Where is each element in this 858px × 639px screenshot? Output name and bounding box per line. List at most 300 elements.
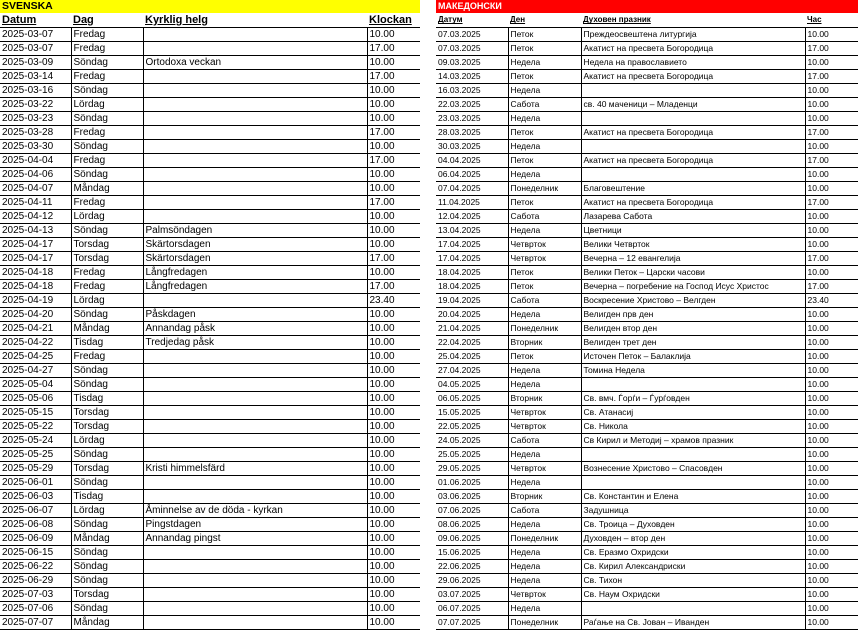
cell-time[interactable]: 10.00 (367, 111, 420, 125)
cell-day[interactable]: Недела (508, 573, 581, 587)
cell-time[interactable]: 10.00 (367, 433, 420, 447)
cell-time[interactable]: 10.00 (805, 503, 858, 517)
cell-day[interactable]: Петок (508, 41, 581, 55)
cell-day[interactable]: Понеделник (508, 321, 581, 335)
cell-date[interactable]: 2025-04-04 (0, 153, 71, 167)
cell-day[interactable]: Torsdag (71, 587, 143, 601)
cell-day[interactable]: Недела (508, 545, 581, 559)
cell-time[interactable]: 10.00 (367, 307, 420, 321)
cell-date[interactable]: 22.04.2025 (436, 335, 508, 349)
cell-time[interactable]: 10.00 (805, 545, 858, 559)
cell-time[interactable]: 10.00 (805, 573, 858, 587)
cell-date[interactable]: 14.03.2025 (436, 69, 508, 83)
cell-time[interactable]: 10.00 (805, 447, 858, 461)
cell-day[interactable]: Петок (508, 125, 581, 139)
cell-holiday[interactable] (143, 209, 367, 223)
cell-holiday[interactable]: Långfredagen (143, 279, 367, 293)
cell-holiday[interactable]: Акатист на пресвета Богородица (581, 153, 805, 167)
cell-holiday[interactable]: Вечерна – погребение на Господ Исус Христос (581, 279, 805, 293)
cell-time[interactable]: 10.00 (367, 167, 420, 181)
cell-date[interactable]: 06.05.2025 (436, 391, 508, 405)
cell-date[interactable]: 23.03.2025 (436, 111, 508, 125)
cell-holiday[interactable] (143, 41, 367, 55)
cell-holiday[interactable]: Св Кирил и Методиј – храмов празник (581, 433, 805, 447)
cell-time[interactable]: 10.00 (805, 615, 858, 629)
cell-date[interactable]: 2025-03-09 (0, 55, 71, 69)
cell-date[interactable]: 22.05.2025 (436, 419, 508, 433)
cell-holiday[interactable]: Св. Троица – Духовден (581, 517, 805, 531)
cell-date[interactable]: 07.03.2025 (436, 27, 508, 41)
cell-day[interactable]: Tisdag (71, 489, 143, 503)
cell-date[interactable]: 01.06.2025 (436, 475, 508, 489)
cell-day[interactable]: Недела (508, 139, 581, 153)
cell-date[interactable]: 2025-04-25 (0, 349, 71, 363)
cell-holiday[interactable]: Недела на православието (581, 55, 805, 69)
cell-holiday[interactable]: Акатист на пресвета Богородица (581, 125, 805, 139)
cell-holiday[interactable]: Велигден прв ден (581, 307, 805, 321)
cell-date[interactable]: 15.05.2025 (436, 405, 508, 419)
cell-date[interactable]: 17.04.2025 (436, 251, 508, 265)
cell-holiday[interactable]: Pingstdagen (143, 517, 367, 531)
cell-day[interactable]: Torsdag (71, 419, 143, 433)
cell-day[interactable]: Tisdag (71, 391, 143, 405)
cell-holiday[interactable] (143, 601, 367, 615)
cell-holiday[interactable] (581, 111, 805, 125)
cell-time[interactable]: 10.00 (805, 83, 858, 97)
cell-holiday[interactable]: Преждеосвештена литургија (581, 27, 805, 41)
cell-date[interactable]: 18.04.2025 (436, 279, 508, 293)
cell-time[interactable]: 10.00 (805, 349, 858, 363)
cell-holiday[interactable] (143, 475, 367, 489)
cell-date[interactable]: 15.06.2025 (436, 545, 508, 559)
cell-holiday[interactable]: Вечерна – 12 евангелија (581, 251, 805, 265)
cell-holiday[interactable] (581, 601, 805, 615)
cell-date[interactable]: 25.04.2025 (436, 349, 508, 363)
cell-day[interactable]: Fredag (71, 27, 143, 41)
cell-day[interactable]: Torsdag (71, 237, 143, 251)
cell-date[interactable]: 09.06.2025 (436, 531, 508, 545)
cell-time[interactable]: 10.00 (367, 545, 420, 559)
cell-date[interactable]: 2025-06-29 (0, 573, 71, 587)
cell-time[interactable]: 10.00 (367, 349, 420, 363)
cell-date[interactable]: 2025-03-30 (0, 139, 71, 153)
cell-holiday[interactable] (143, 489, 367, 503)
cell-holiday[interactable] (143, 153, 367, 167)
cell-day[interactable]: Петок (508, 27, 581, 41)
cell-day[interactable]: Söndag (71, 111, 143, 125)
cell-date[interactable]: 18.04.2025 (436, 265, 508, 279)
cell-time[interactable]: 10.00 (805, 209, 858, 223)
cell-time[interactable]: 10.00 (367, 97, 420, 111)
cell-date[interactable]: 2025-05-24 (0, 433, 71, 447)
cell-holiday[interactable]: Св. Наум Охридски (581, 587, 805, 601)
cell-holiday[interactable]: Цветници (581, 223, 805, 237)
cell-time[interactable]: 17.00 (805, 125, 858, 139)
cell-date[interactable]: 2025-05-22 (0, 419, 71, 433)
cell-time[interactable]: 17.00 (367, 195, 420, 209)
cell-date[interactable]: 2025-03-28 (0, 125, 71, 139)
cell-date[interactable]: 2025-04-19 (0, 293, 71, 307)
cell-date[interactable]: 27.04.2025 (436, 363, 508, 377)
cell-time[interactable]: 10.00 (367, 559, 420, 573)
cell-holiday[interactable]: Велики Четврток (581, 237, 805, 251)
cell-day[interactable]: Söndag (71, 83, 143, 97)
cell-time[interactable]: 10.00 (367, 475, 420, 489)
cell-time[interactable]: 17.00 (805, 69, 858, 83)
cell-time[interactable]: 10.00 (805, 559, 858, 573)
cell-date[interactable]: 2025-04-22 (0, 335, 71, 349)
cell-date[interactable]: 2025-03-07 (0, 27, 71, 41)
cell-day[interactable]: Понеделник (508, 615, 581, 629)
cell-holiday[interactable]: Акатист на пресвета Богородица (581, 69, 805, 83)
cell-time[interactable]: 10.00 (805, 181, 858, 195)
cell-holiday[interactable] (143, 363, 367, 377)
cell-date[interactable]: 07.07.2025 (436, 615, 508, 629)
cell-day[interactable]: Недела (508, 377, 581, 391)
cell-time[interactable]: 10.00 (367, 391, 420, 405)
cell-day[interactable]: Сабота (508, 97, 581, 111)
cell-day[interactable]: Понеделник (508, 531, 581, 545)
cell-holiday[interactable] (143, 447, 367, 461)
cell-date[interactable]: 2025-05-04 (0, 377, 71, 391)
cell-day[interactable]: Четврток (508, 587, 581, 601)
cell-day[interactable]: Söndag (71, 545, 143, 559)
cell-holiday[interactable]: Источен Петок – Балаклија (581, 349, 805, 363)
cell-holiday[interactable]: Раѓање на Св. Јован – Иванден (581, 615, 805, 629)
cell-date[interactable]: 07.03.2025 (436, 41, 508, 55)
cell-time[interactable]: 10.00 (805, 139, 858, 153)
cell-time[interactable]: 10.00 (367, 531, 420, 545)
cell-day[interactable]: Torsdag (71, 251, 143, 265)
cell-time[interactable]: 10.00 (805, 475, 858, 489)
cell-time[interactable]: 17.00 (367, 251, 420, 265)
cell-time[interactable]: 10.00 (805, 265, 858, 279)
cell-time[interactable]: 17.00 (805, 195, 858, 209)
cell-day[interactable]: Måndag (71, 321, 143, 335)
cell-day[interactable]: Петок (508, 153, 581, 167)
cell-time[interactable]: 17.00 (367, 69, 420, 83)
cell-date[interactable]: 30.03.2025 (436, 139, 508, 153)
cell-date[interactable]: 2025-04-06 (0, 167, 71, 181)
cell-day[interactable]: Петок (508, 279, 581, 293)
cell-holiday[interactable]: Благовештение (581, 181, 805, 195)
cell-day[interactable]: Вторник (508, 391, 581, 405)
cell-holiday[interactable] (143, 587, 367, 601)
cell-holiday[interactable] (143, 181, 367, 195)
column-header-holiday[interactable]: Kyrklig helg (143, 13, 367, 27)
cell-day[interactable]: Söndag (71, 223, 143, 237)
cell-date[interactable]: 2025-06-08 (0, 517, 71, 531)
cell-date[interactable]: 29.05.2025 (436, 461, 508, 475)
cell-day[interactable]: Недела (508, 447, 581, 461)
cell-holiday[interactable]: Велигден трет ден (581, 335, 805, 349)
cell-day[interactable]: Måndag (71, 531, 143, 545)
cell-day[interactable]: Сабота (508, 293, 581, 307)
cell-day[interactable]: Måndag (71, 181, 143, 195)
cell-date[interactable]: 19.04.2025 (436, 293, 508, 307)
cell-holiday[interactable] (143, 559, 367, 573)
cell-date[interactable]: 2025-04-17 (0, 251, 71, 265)
cell-holiday[interactable] (143, 111, 367, 125)
cell-holiday[interactable]: Tredjedag påsk (143, 335, 367, 349)
cell-day[interactable]: Söndag (71, 377, 143, 391)
cell-time[interactable]: 10.00 (367, 139, 420, 153)
column-header-holiday[interactable]: Духовен празник (581, 13, 805, 27)
cell-date[interactable]: 2025-04-11 (0, 195, 71, 209)
cell-date[interactable]: 2025-04-17 (0, 237, 71, 251)
cell-day[interactable]: Петок (508, 349, 581, 363)
cell-time[interactable]: 10.00 (805, 377, 858, 391)
cell-date[interactable]: 2025-04-27 (0, 363, 71, 377)
column-header-day[interactable]: Ден (508, 13, 581, 27)
cell-day[interactable]: Петок (508, 265, 581, 279)
cell-holiday[interactable]: Св. Еразмо Охридски (581, 545, 805, 559)
cell-day[interactable]: Четврток (508, 251, 581, 265)
cell-holiday[interactable]: Långfredagen (143, 265, 367, 279)
cell-holiday[interactable]: Annandag påsk (143, 321, 367, 335)
cell-date[interactable]: 2025-06-15 (0, 545, 71, 559)
cell-date[interactable]: 07.04.2025 (436, 181, 508, 195)
cell-time[interactable]: 17.00 (367, 41, 420, 55)
cell-date[interactable]: 2025-07-03 (0, 587, 71, 601)
cell-time[interactable]: 17.00 (805, 279, 858, 293)
cell-holiday[interactable] (143, 419, 367, 433)
cell-day[interactable]: Söndag (71, 139, 143, 153)
cell-date[interactable]: 2025-07-07 (0, 615, 71, 629)
cell-time[interactable]: 23.40 (367, 293, 420, 307)
cell-time[interactable]: 10.00 (805, 55, 858, 69)
cell-day[interactable]: Недела (508, 83, 581, 97)
cell-day[interactable]: Lördag (71, 293, 143, 307)
cell-holiday[interactable] (143, 139, 367, 153)
cell-day[interactable]: Måndag (71, 615, 143, 629)
cell-day[interactable]: Söndag (71, 475, 143, 489)
cell-time[interactable]: 10.00 (805, 237, 858, 251)
cell-time[interactable]: 17.00 (805, 153, 858, 167)
cell-day[interactable]: Söndag (71, 307, 143, 321)
cell-time[interactable]: 10.00 (367, 83, 420, 97)
cell-time[interactable]: 10.00 (805, 321, 858, 335)
cell-holiday[interactable]: Св. Константин и Елена (581, 489, 805, 503)
cell-date[interactable]: 29.06.2025 (436, 573, 508, 587)
cell-date[interactable]: 2025-03-14 (0, 69, 71, 83)
cell-day[interactable]: Четврток (508, 419, 581, 433)
cell-time[interactable]: 10.00 (805, 601, 858, 615)
cell-time[interactable]: 10.00 (367, 223, 420, 237)
cell-date[interactable]: 07.06.2025 (436, 503, 508, 517)
cell-date[interactable]: 04.04.2025 (436, 153, 508, 167)
cell-time[interactable]: 10.00 (805, 111, 858, 125)
cell-time[interactable]: 17.00 (367, 153, 420, 167)
cell-day[interactable]: Недела (508, 111, 581, 125)
cell-day[interactable]: Недела (508, 517, 581, 531)
cell-holiday[interactable] (581, 139, 805, 153)
cell-day[interactable]: Сабота (508, 503, 581, 517)
cell-holiday[interactable] (143, 69, 367, 83)
cell-day[interactable]: Fredag (71, 279, 143, 293)
cell-holiday[interactable] (143, 125, 367, 139)
cell-date[interactable]: 28.03.2025 (436, 125, 508, 139)
cell-day[interactable]: Четврток (508, 461, 581, 475)
cell-holiday[interactable]: Skärtorsdagen (143, 237, 367, 251)
cell-holiday[interactable] (143, 391, 367, 405)
cell-time[interactable]: 10.00 (805, 363, 858, 377)
cell-day[interactable]: Сабота (508, 209, 581, 223)
cell-holiday[interactable] (143, 167, 367, 181)
cell-time[interactable]: 10.00 (367, 181, 420, 195)
cell-holiday[interactable]: Kristi himmelsfärd (143, 461, 367, 475)
cell-date[interactable]: 13.04.2025 (436, 223, 508, 237)
cell-date[interactable]: 24.05.2025 (436, 433, 508, 447)
cell-time[interactable]: 10.00 (805, 531, 858, 545)
cell-date[interactable]: 04.05.2025 (436, 377, 508, 391)
cell-holiday[interactable] (143, 545, 367, 559)
column-header-time[interactable]: Klockan (367, 13, 420, 27)
cell-holiday[interactable]: Велики Петок – Царски часови (581, 265, 805, 279)
cell-time[interactable]: 10.00 (805, 335, 858, 349)
cell-time[interactable]: 10.00 (367, 363, 420, 377)
cell-day[interactable]: Недела (508, 55, 581, 69)
cell-holiday[interactable]: Skärtorsdagen (143, 251, 367, 265)
cell-date[interactable]: 06.04.2025 (436, 167, 508, 181)
cell-holiday[interactable]: Påskdagen (143, 307, 367, 321)
cell-time[interactable]: 10.00 (367, 419, 420, 433)
cell-date[interactable]: 2025-06-22 (0, 559, 71, 573)
cell-date[interactable]: 16.03.2025 (436, 83, 508, 97)
cell-date[interactable]: 2025-06-03 (0, 489, 71, 503)
cell-date[interactable]: 17.04.2025 (436, 237, 508, 251)
cell-holiday[interactable]: Palmsöndagen (143, 223, 367, 237)
cell-date[interactable]: 03.07.2025 (436, 587, 508, 601)
cell-time[interactable]: 10.00 (367, 615, 420, 629)
cell-day[interactable]: Вторник (508, 335, 581, 349)
cell-date[interactable]: 22.06.2025 (436, 559, 508, 573)
cell-day[interactable]: Недела (508, 223, 581, 237)
cell-time[interactable]: 10.00 (805, 307, 858, 321)
cell-date[interactable]: 2025-05-25 (0, 447, 71, 461)
cell-holiday[interactable]: Ortodoxa veckan (143, 55, 367, 69)
cell-time[interactable]: 10.00 (367, 489, 420, 503)
cell-time[interactable]: 10.00 (805, 405, 858, 419)
cell-day[interactable]: Сабота (508, 433, 581, 447)
cell-date[interactable]: 2025-04-18 (0, 279, 71, 293)
cell-holiday[interactable] (143, 349, 367, 363)
cell-time[interactable]: 10.00 (805, 517, 858, 531)
cell-holiday[interactable] (143, 433, 367, 447)
column-header-date[interactable]: Datum (0, 13, 71, 27)
cell-date[interactable]: 2025-05-15 (0, 405, 71, 419)
cell-date[interactable]: 2025-07-06 (0, 601, 71, 615)
cell-holiday[interactable]: Лазарева Сабота (581, 209, 805, 223)
cell-time[interactable]: 10.00 (367, 601, 420, 615)
cell-day[interactable]: Fredag (71, 265, 143, 279)
cell-holiday[interactable]: Томина Недела (581, 363, 805, 377)
cell-time[interactable]: 10.00 (367, 377, 420, 391)
cell-date[interactable]: 2025-04-20 (0, 307, 71, 321)
cell-date[interactable]: 2025-04-13 (0, 223, 71, 237)
cell-holiday[interactable] (143, 573, 367, 587)
cell-time[interactable]: 10.00 (367, 503, 420, 517)
cell-time[interactable]: 10.00 (367, 265, 420, 279)
cell-time[interactable]: 10.00 (805, 97, 858, 111)
cell-time[interactable]: 17.00 (805, 41, 858, 55)
cell-date[interactable]: 06.07.2025 (436, 601, 508, 615)
cell-day[interactable]: Недела (508, 559, 581, 573)
cell-date[interactable]: 22.03.2025 (436, 97, 508, 111)
cell-holiday[interactable]: Св. Тихон (581, 573, 805, 587)
cell-time[interactable]: 10.00 (805, 27, 858, 41)
cell-date[interactable]: 2025-03-07 (0, 41, 71, 55)
cell-holiday[interactable] (581, 447, 805, 461)
cell-date[interactable]: 2025-04-07 (0, 181, 71, 195)
cell-date[interactable]: 2025-06-01 (0, 475, 71, 489)
cell-holiday[interactable] (143, 83, 367, 97)
cell-date[interactable]: 03.06.2025 (436, 489, 508, 503)
cell-day[interactable]: Söndag (71, 601, 143, 615)
cell-time[interactable]: 10.00 (367, 55, 420, 69)
cell-day[interactable]: Söndag (71, 55, 143, 69)
cell-time[interactable]: 10.00 (805, 391, 858, 405)
column-header-time[interactable]: Час (805, 13, 858, 27)
cell-day[interactable]: Fredag (71, 349, 143, 363)
cell-day[interactable]: Tisdag (71, 335, 143, 349)
cell-holiday[interactable]: св. 40 маченици – Младенци (581, 97, 805, 111)
cell-time[interactable]: 10.00 (367, 335, 420, 349)
cell-day[interactable]: Петок (508, 69, 581, 83)
cell-holiday[interactable]: Духовден – втор ден (581, 531, 805, 545)
cell-day[interactable]: Четврток (508, 237, 581, 251)
cell-date[interactable]: 11.04.2025 (436, 195, 508, 209)
cell-time[interactable]: 10.00 (805, 461, 858, 475)
cell-time[interactable]: 10.00 (367, 517, 420, 531)
cell-holiday[interactable] (143, 293, 367, 307)
cell-date[interactable]: 2025-03-22 (0, 97, 71, 111)
cell-holiday[interactable] (143, 27, 367, 41)
cell-day[interactable]: Вторник (508, 489, 581, 503)
cell-day[interactable]: Lördag (71, 97, 143, 111)
cell-holiday[interactable]: Вознесение Христово – Спасовден (581, 461, 805, 475)
cell-holiday[interactable]: Åminnelse av de döda - kyrkan (143, 503, 367, 517)
cell-day[interactable]: Torsdag (71, 461, 143, 475)
cell-time[interactable]: 23.40 (805, 293, 858, 307)
cell-day[interactable]: Söndag (71, 447, 143, 461)
cell-holiday[interactable]: Св. Никола (581, 419, 805, 433)
cell-day[interactable]: Недела (508, 307, 581, 321)
cell-holiday[interactable] (581, 475, 805, 489)
cell-date[interactable]: 2025-03-23 (0, 111, 71, 125)
cell-day[interactable]: Fredag (71, 153, 143, 167)
cell-time[interactable]: 17.00 (367, 125, 420, 139)
cell-holiday[interactable]: Св. Кирил Александриски (581, 559, 805, 573)
cell-time[interactable]: 10.00 (805, 587, 858, 601)
cell-day[interactable]: Lördag (71, 433, 143, 447)
cell-day[interactable]: Fredag (71, 195, 143, 209)
cell-holiday[interactable]: Задушница (581, 503, 805, 517)
cell-date[interactable]: 12.04.2025 (436, 209, 508, 223)
cell-time[interactable]: 10.00 (805, 433, 858, 447)
cell-time[interactable]: 10.00 (805, 489, 858, 503)
cell-day[interactable]: Söndag (71, 517, 143, 531)
cell-time[interactable]: 10.00 (805, 223, 858, 237)
cell-date[interactable]: 20.04.2025 (436, 307, 508, 321)
cell-time[interactable]: 10.00 (367, 321, 420, 335)
cell-day[interactable]: Петок (508, 195, 581, 209)
cell-day[interactable]: Недела (508, 475, 581, 489)
cell-day[interactable]: Недела (508, 363, 581, 377)
cell-holiday[interactable]: Акатист на пресвета Богородица (581, 41, 805, 55)
cell-day[interactable]: Lördag (71, 209, 143, 223)
cell-holiday[interactable] (143, 405, 367, 419)
